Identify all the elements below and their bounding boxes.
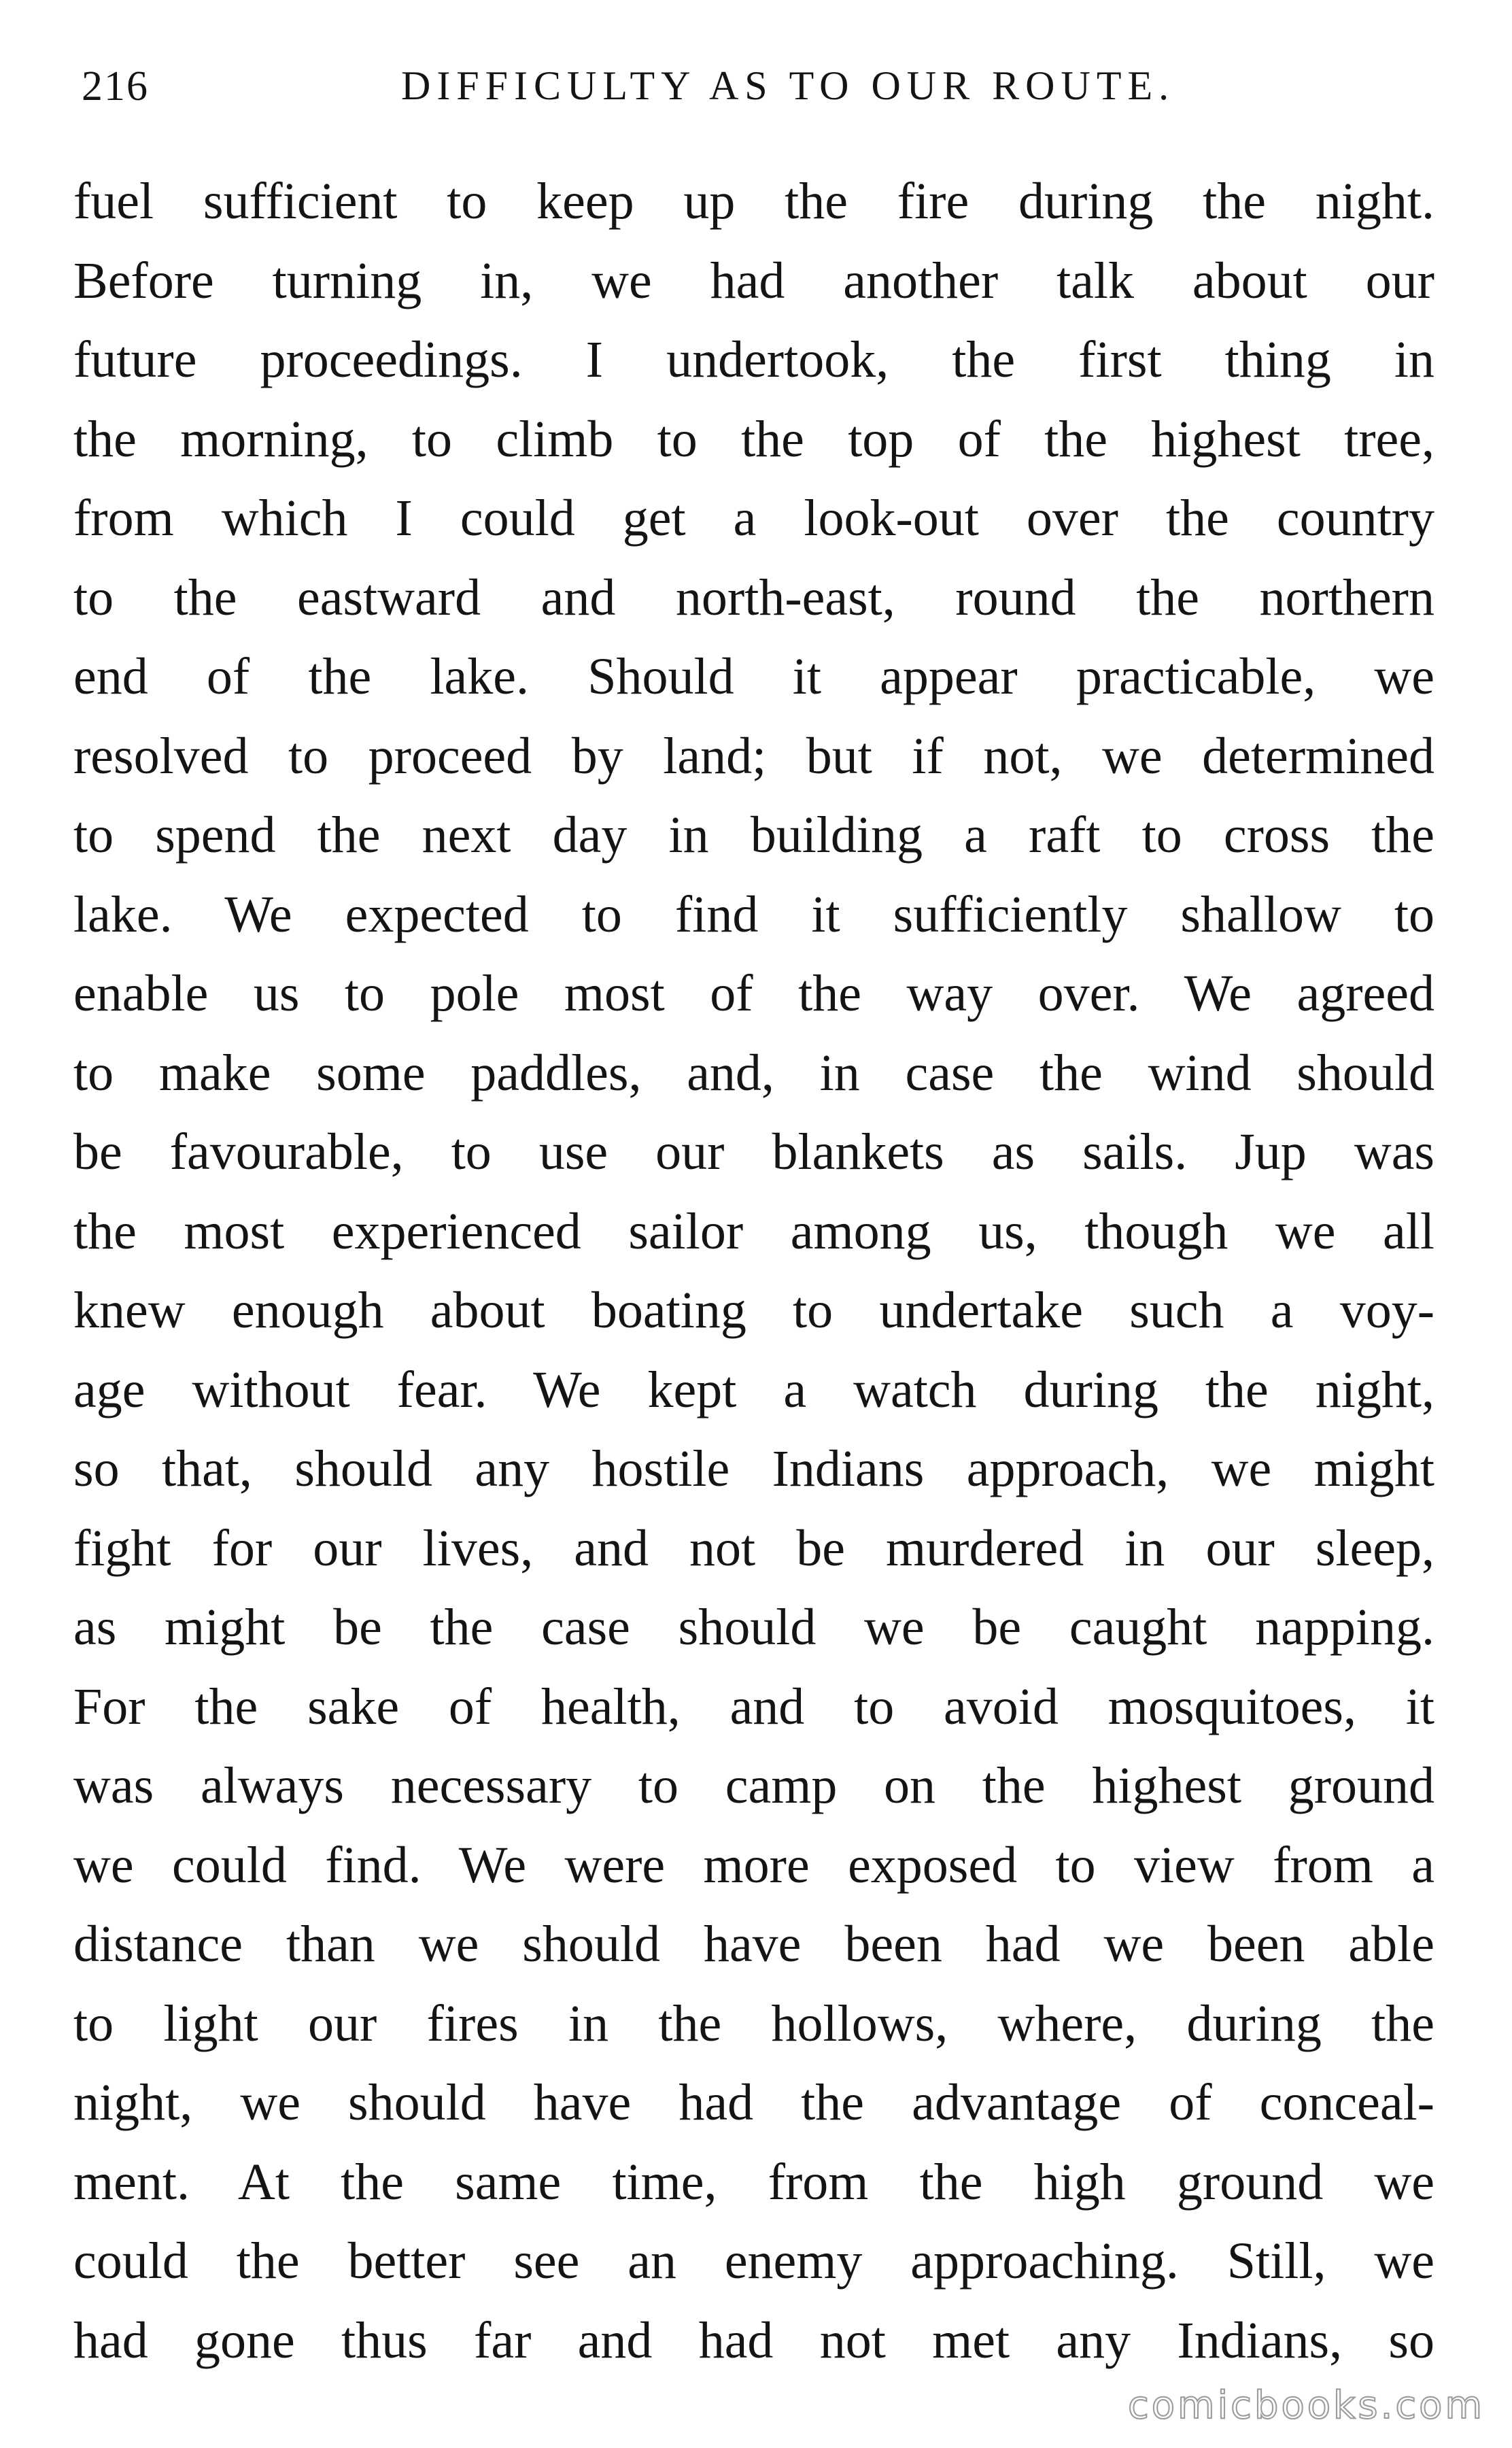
text-line: future proceedings. I undertook, the first thing in	[73, 331, 1434, 388]
text-line: fuel sufficient to keep up the fire during the night.	[73, 173, 1434, 230]
text-line: Before turning in, we had another talk about our	[73, 252, 1434, 309]
text-line: to light our fires in the hollows, where, during the	[73, 1994, 1434, 2052]
text-line: age without fear. We kept a watch during the night,	[73, 1361, 1434, 1418]
text-line: to make some paddles, and, in case the wind should	[73, 1044, 1434, 1102]
text-line: from which I could get a look-out over the country	[73, 490, 1434, 547]
text-line: had gone thus far and had not met any Indians, so	[73, 2311, 1434, 2369]
text-line: resolved to proceed by land; but if not, we determined	[73, 727, 1434, 785]
page-number: 216	[82, 63, 149, 109]
text-line: end of the lake. Should it appear practicable, we	[73, 648, 1434, 705]
text-line: we could find. We were more exposed to view from a	[73, 1836, 1434, 1894]
body-text	[73, 162, 1434, 2380]
page-header	[82, 63, 1436, 124]
text-line: distance than we should have been had we been able	[73, 1916, 1434, 1973]
text-line: could the better see an enemy approaching. Still, we	[73, 2232, 1434, 2290]
text-line: the most experienced sailor among us, though we all	[73, 1202, 1434, 1260]
text-line: ment. At the same time, from the high ground we	[73, 2153, 1434, 2211]
text-line: For the sake of health, and to avoid mosquitoes, it	[73, 1678, 1434, 1735]
running-head: DIFFICULTY AS TO OUR ROUTE.	[401, 63, 1175, 108]
text-line: was always necessary to camp on the highest ground	[73, 1757, 1434, 1814]
text-line: to spend the next day in building a raft to cross the	[73, 806, 1434, 864]
text-line: night, we should have had the advantage of conceal-	[73, 2074, 1434, 2131]
text-line: knew enough about boating to undertake such a voy-	[73, 1282, 1434, 1339]
watermark: comicbooks.com	[1127, 2383, 1485, 2428]
text-line: as might be the case should we be caught napping.	[73, 1599, 1434, 1656]
text-line: to the eastward and north-east, round the northern	[73, 568, 1434, 626]
text-line: enable us to pole most of the way over. We agreed	[73, 965, 1434, 1022]
text-line: so that, should any hostile Indians approach, we might	[73, 1440, 1434, 1497]
text-line: the morning, to climb to the top of the highest tree,	[73, 410, 1434, 468]
text-line: lake. We expected to find it sufficiently shallow to	[73, 885, 1434, 943]
text-line: fight for our lives, and not be murdered in our sleep,	[73, 1519, 1434, 1577]
text-line: be favourable, to use our blankets as sails. Jup was	[73, 1123, 1434, 1180]
